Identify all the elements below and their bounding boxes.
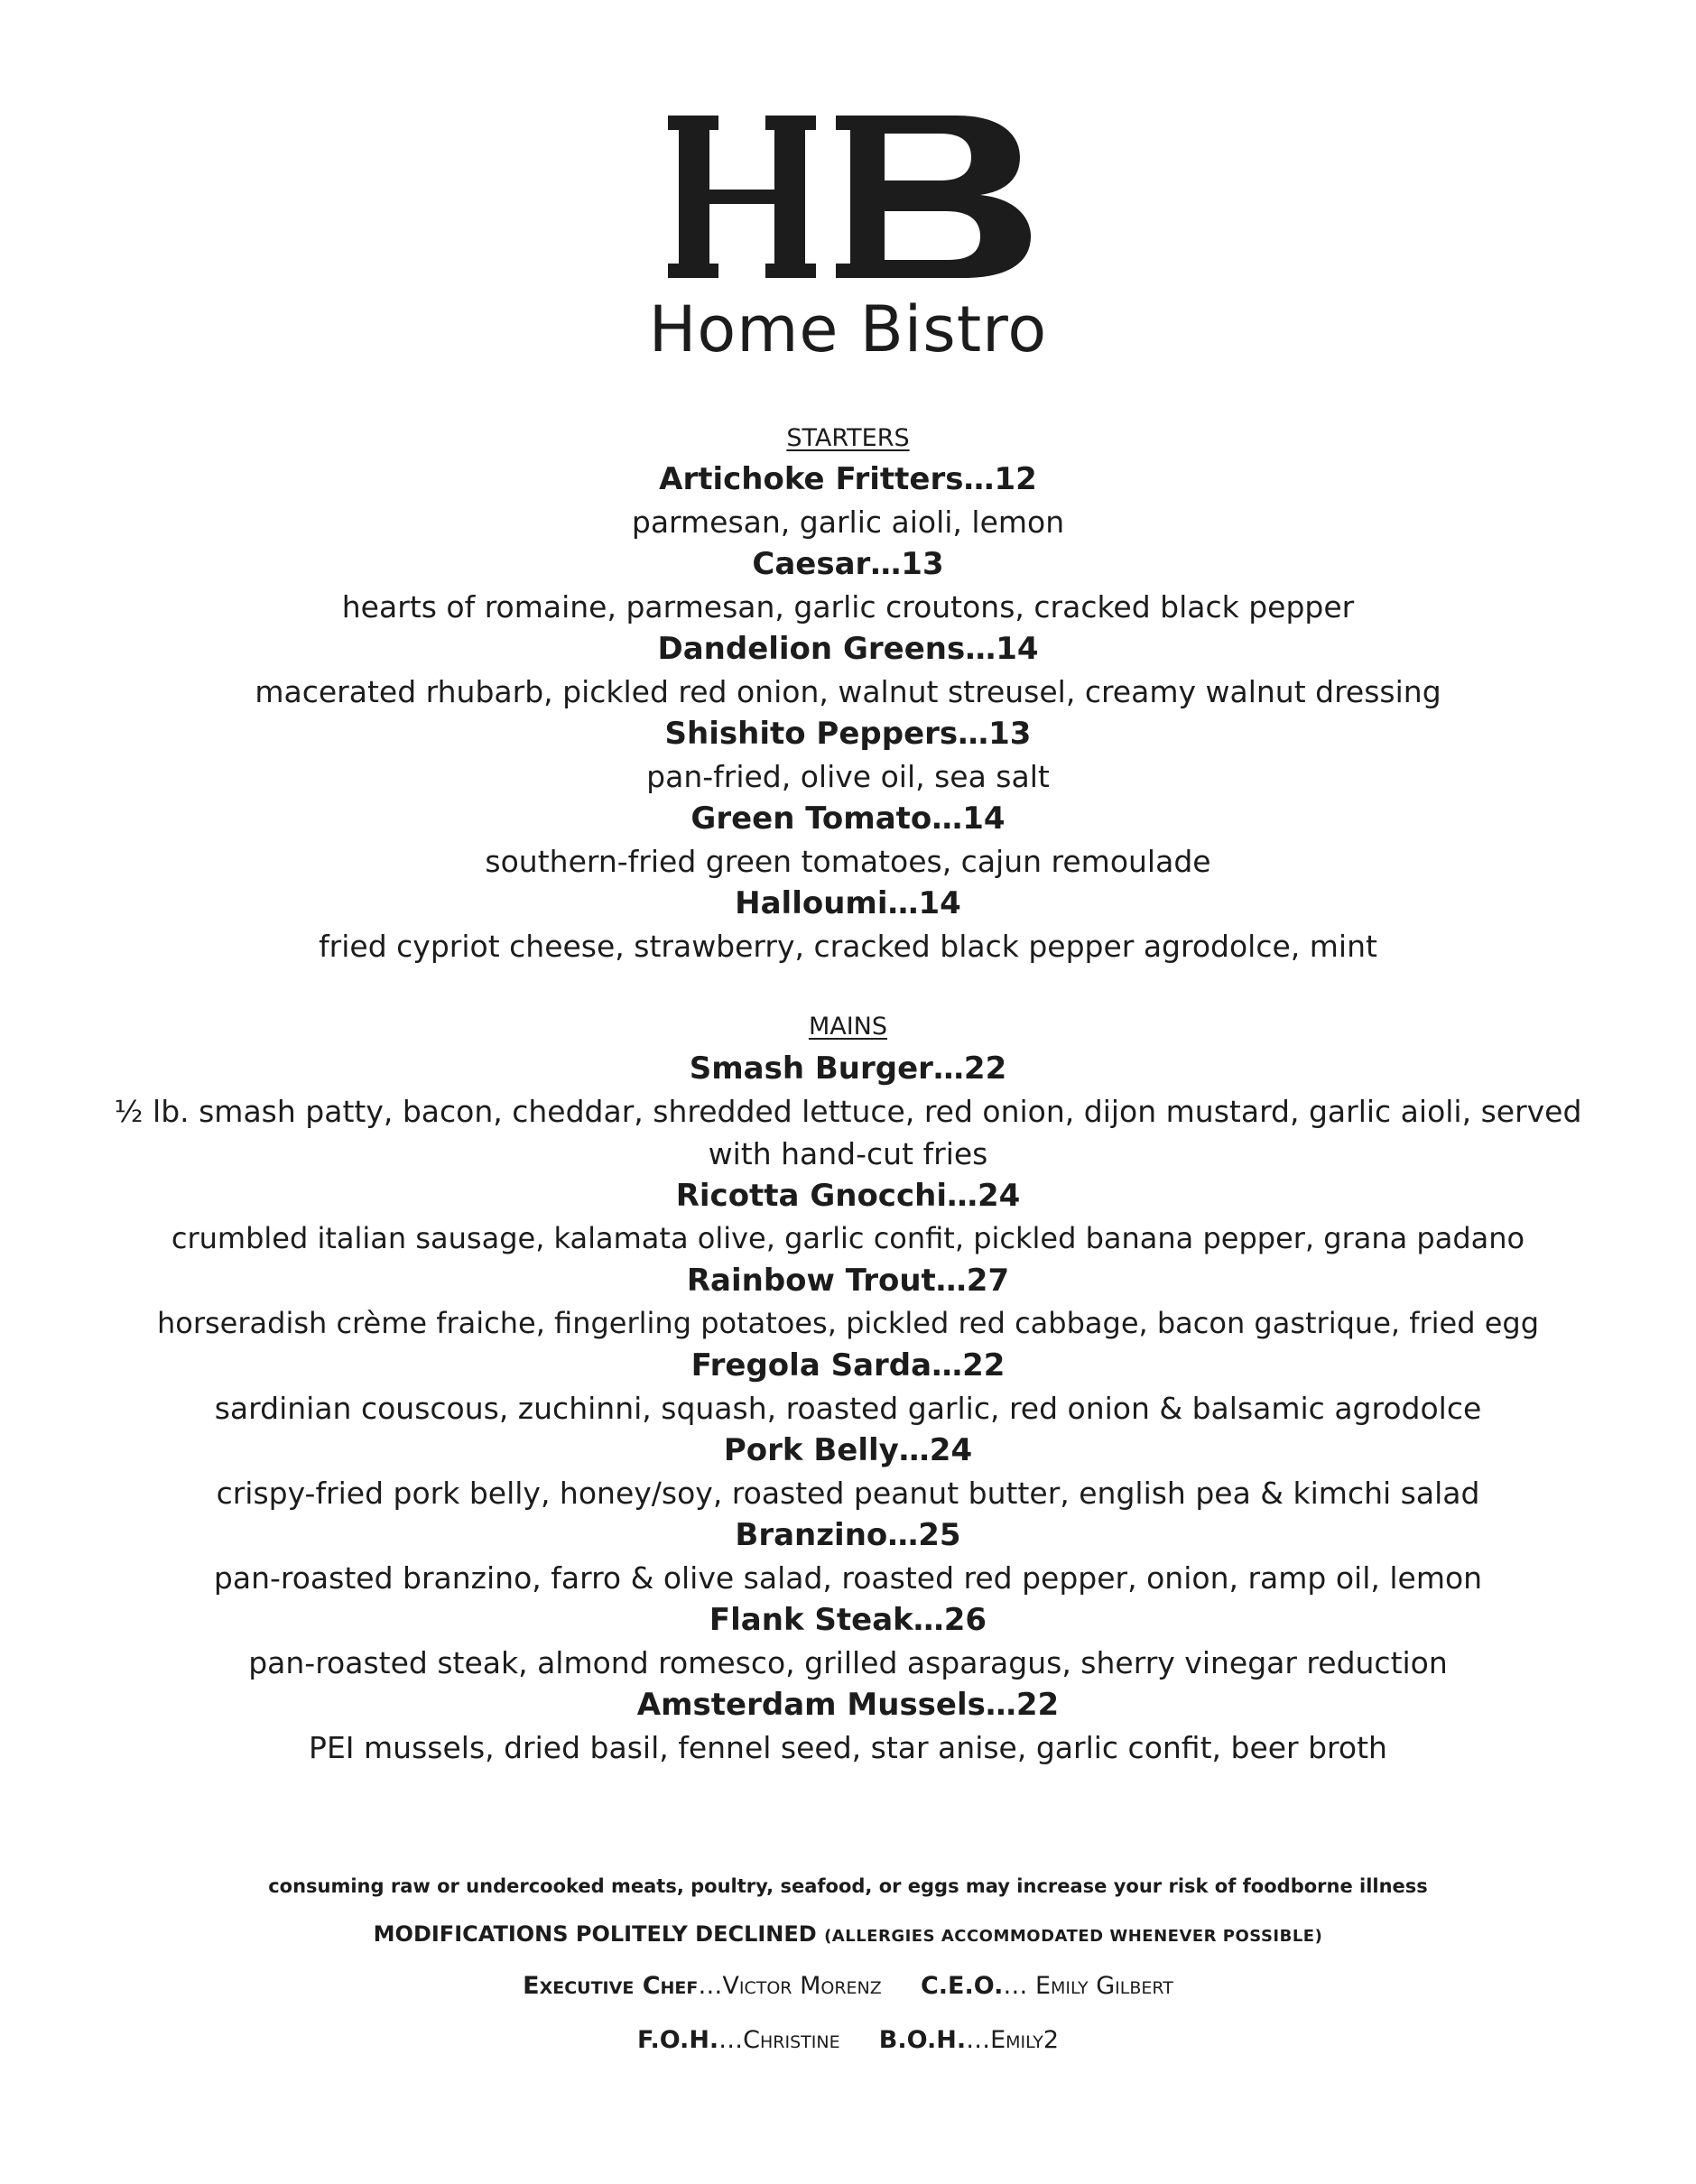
item-name: Green Tomato…14 (690, 800, 1006, 838)
item-name: Rainbow Trout…27 (686, 1262, 1010, 1299)
starters-section (54, 424, 1642, 967)
item-description: pan-roasted branzino, farro & olive salad, roasted red pepper, onion, ramp oil, lemon (213, 1559, 1483, 1596)
item-name: Flank Steak…26 (709, 1601, 987, 1638)
section-spacer (54, 967, 1642, 1013)
item-name: Shishito Peppers…13 (664, 716, 1032, 753)
menu-item (54, 1430, 1642, 1514)
menu-item (54, 543, 1642, 628)
menu-item (54, 458, 1642, 543)
item-name: Caesar…13 (752, 546, 944, 583)
item-name: Dandelion Greens…14 (657, 631, 1039, 668)
staff-line: Executive Chef…Victor Morenz C.E.O.… Emily Gilbert (523, 1972, 1173, 2000)
item-description: pan-fried, olive oil, sea salt (646, 759, 1050, 795)
menu-item (54, 1684, 1642, 1769)
menu-item (54, 1514, 1642, 1599)
item-name: Fregola Sarda…22 (690, 1346, 1006, 1384)
menu-item (54, 1175, 1642, 1260)
item-description: parmesan, garlic aioli, lemon (631, 504, 1065, 541)
section-title-mains: MAINS (808, 1013, 888, 1041)
item-name: Ricotta Gnocchi…24 (675, 1177, 1021, 1214)
item-description: pan-roasted steak, almond romesco, grilled asparagus, sherry vinegar reduction (248, 1644, 1448, 1680)
item-description: crispy-fried pork belly, honey/soy, roasted peanut butter, english pea & kimchi salad (216, 1475, 1480, 1511)
item-description: fried cypriot cheese, strawberry, cracked black pepper agrodolce, mint (319, 929, 1377, 965)
menu-item (54, 628, 1642, 713)
menu-item (54, 713, 1642, 798)
item-name: Artichoke Fritters…12 (659, 461, 1037, 498)
item-description: hearts of romaine, parmesan, garlic croutons, cracked black pepper (341, 589, 1355, 625)
item-description: ½ lb. smash patty, bacon, cheddar, shredded lettuce, red onion, dijon mustard, garlic aioli, served with hand-cut fries (114, 1093, 1582, 1171)
item-name: Halloumi…14 (735, 885, 961, 922)
staff-name: Emily2 (990, 2026, 1060, 2054)
item-description: crumbled italian sausage, kalamata olive, garlic confit, pickled banana pepper, grana padano (171, 1220, 1525, 1255)
hb-monogram-logo (659, 116, 1038, 278)
staff-name: Victor Morenz (722, 1972, 882, 2000)
staff-role: C.E.O. (920, 1972, 1004, 2000)
menu-item (54, 798, 1642, 883)
item-description: PEI mussels, dried basil, fennel seed, star anise, garlic confit, beer broth (309, 1729, 1387, 1765)
policy-note: (ALLERGIES ACCOMMODATED WHENEVER POSSIBLE) (824, 1927, 1323, 1946)
menu-item (54, 883, 1642, 967)
item-name: Branzino…25 (735, 1516, 961, 1553)
mains-section (54, 1013, 1642, 1768)
staff-name: Christine (743, 2026, 840, 2054)
logo (0, 116, 1696, 366)
staff-role: F.O.H. (636, 2026, 719, 2054)
item-description: sardinian couscous, zuchinni, squash, roasted garlic, red onion & balsamic agrodolce (214, 1390, 1482, 1426)
item-name: Amsterdam Mussels…22 (636, 1686, 1060, 1723)
staff-line: F.O.H.…Christine B.O.H.…Emily2 (636, 2026, 1060, 2054)
item-description: southern-fried green tomatoes, cajun remoulade (485, 844, 1211, 880)
food-safety-disclaimer: consuming raw or undercooked meats, poultry, seafood, or eggs may increase your risk of foodborne illness (268, 1875, 1428, 1897)
item-name: Smash Burger…22 (689, 1050, 1007, 1087)
menu-item (54, 1260, 1642, 1345)
menu-footer (54, 1874, 1642, 2078)
staff-role: B.O.H. (878, 2026, 967, 2054)
item-name: Pork Belly…24 (723, 1431, 973, 1468)
staff-role: Executive Chef (523, 1972, 699, 2000)
item-description: macerated rhubarb, pickled red onion, walnut streusel, creamy walnut dressing (255, 674, 1441, 710)
restaurant-name: Home Bistro (648, 292, 1048, 366)
menu-body (54, 424, 1642, 1769)
menu-item (54, 1048, 1642, 1175)
section-title-starters: STARTERS (786, 424, 910, 452)
item-description: horseradish crème fraiche, fingerling potatoes, pickled red cabbage, bacon gastrique, fried egg (156, 1305, 1540, 1340)
menu-item (54, 1345, 1642, 1430)
modification-policy (54, 1920, 1642, 1950)
staff-name: Emily Gilbert (1034, 1972, 1173, 2000)
policy-text: MODIFICATIONS POLITELY DECLINED (373, 1921, 817, 1947)
menu-item (54, 1599, 1642, 1684)
